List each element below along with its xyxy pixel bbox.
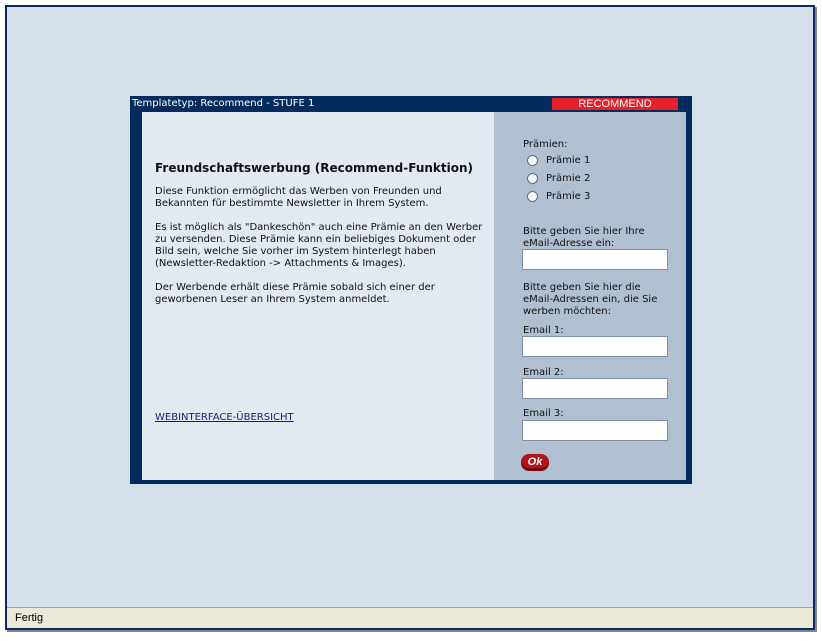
reward-option-2[interactable] [527, 171, 590, 185]
reward-option-1[interactable] [527, 153, 590, 167]
recruit-emails-label: Bitte geben Sie hier die eMail-Adressen ein, die Sie werben möchten: [523, 282, 658, 317]
template-type-label: Templatetyp: Recommend - STUFE 1 [132, 98, 315, 109]
reward-option-label: Prämie 2 [546, 172, 591, 184]
webinterface-overview-link[interactable]: WEBINTERFACE-ÜBERSICHT [155, 412, 294, 423]
description [155, 186, 485, 318]
reward-option-3[interactable] [527, 189, 590, 203]
radio-circle-icon[interactable] [527, 191, 538, 202]
recommend-badge: RECOMMEND [552, 98, 678, 110]
reward-option-label: Prämie 1 [546, 154, 591, 166]
panel-header [130, 96, 692, 111]
reward-option-label: Prämie 3 [546, 190, 591, 202]
rewards-label: Prämien: [523, 139, 568, 150]
description-paragraph-3: Der Werbende erhält diese Prämie sobald sich einer der geworbenen Leser an Ihrem System anmeldet. [155, 282, 435, 305]
status-text: Fertig [15, 612, 44, 624]
status-bar [7, 607, 813, 628]
email-2-label: Email 2: [523, 367, 564, 378]
radio-circle-icon[interactable] [527, 155, 538, 166]
form-column [494, 112, 686, 480]
email-1-label: Email 1: [523, 325, 564, 336]
recommend-panel [130, 96, 692, 484]
email-2-input[interactable] [522, 378, 668, 399]
own-email-input[interactable] [522, 249, 668, 270]
description-paragraph-1: Diese Funktion ermöglicht das Werben von Freunden und Bekannten für bestimmte Newsletter in Ihrem System. [155, 186, 442, 209]
ok-button[interactable]: Ok [521, 454, 549, 470]
own-email-label: Bitte geben Sie hier Ihre eMail-Adresse ein: [523, 226, 645, 249]
browser-window [5, 5, 815, 630]
page-title: Freundschaftswerbung (Recommend-Funktion) [155, 161, 474, 175]
email-1-input[interactable] [522, 336, 668, 357]
email-3-input[interactable] [522, 420, 668, 441]
radio-circle-icon[interactable] [527, 173, 538, 184]
description-paragraph-2: Es ist möglich als "Dankeschön" auch eine Prämie an den Werber zu versenden. Diese Prämie kann ein beliebiges Dokument oder Bild sein, welche Sie vorher im System hinterlegt haben (Newsletter-Redaktion -> Attachments & Images). [155, 222, 483, 269]
info-column [142, 112, 494, 480]
email-3-label: Email 3: [523, 408, 564, 419]
page-viewport [7, 7, 813, 606]
